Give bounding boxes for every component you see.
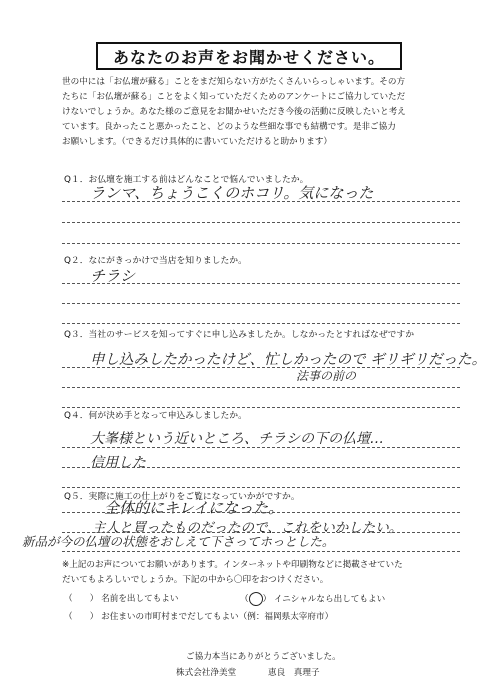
option-paren: （	[240, 594, 249, 605]
answer-line	[62, 367, 460, 368]
option-paren: （ ）	[64, 594, 99, 604]
answer-line	[62, 283, 460, 284]
intro-line: けないでしょうか。あなた様のご意見をお聞かせいただき今後の活動に反映したいと考え	[62, 107, 406, 117]
answer-line	[62, 243, 460, 244]
intro-line: お願いします。（できるだけ具体的に書いていただけると助かります）	[62, 137, 333, 147]
question-1: Q１．お仏壇を施工する前はどんなことで悩んでいましたか。	[64, 175, 309, 185]
answer-line	[62, 512, 460, 513]
answer-line	[62, 467, 460, 468]
selected-circle-mark	[249, 592, 263, 606]
person-name: 恵良 真理子	[268, 668, 320, 678]
answer-line	[62, 387, 460, 388]
option-paren: （ ）	[64, 612, 99, 622]
permission-note-line: だいてもよろしいでしょうか。下記の中から〇印をおつけください。	[62, 575, 329, 585]
intro-line: たちに「お仏壇が蘇る」ことをよく知っていただくためのアンケートにご協力していただ	[62, 92, 406, 102]
answer-3-line-1: 申し込みしたかったけど、忙しかったので ギリギリだった。	[90, 352, 487, 368]
option-name-label: 名前を出してもよい	[101, 594, 179, 604]
option-initial-label: イニシャルなら出してもよい	[273, 594, 386, 605]
option-initial[interactable]	[240, 592, 385, 606]
answer-line	[62, 323, 460, 324]
answer-line	[62, 303, 460, 304]
thanks-text: ご協力本当にありがとうございました。	[186, 652, 341, 662]
option-name[interactable]	[64, 592, 178, 604]
question-4: Q４．何が決め手となって申込みしましたか。	[64, 411, 247, 421]
permission-note-line: ※上記のお声についてお願いがあります。インターネットや印刷物などに掲載させていた	[62, 560, 403, 570]
answer-line	[62, 487, 460, 488]
answer-3-annotation: 法事の前の	[296, 369, 357, 383]
option-city[interactable]	[64, 610, 333, 622]
answer-line	[62, 447, 460, 448]
option-paren: ）	[262, 594, 272, 605]
answer-line	[62, 222, 460, 223]
option-city-label: お住まいの市町村までだしてもよい（例：福岡県太宰府市）	[101, 612, 334, 622]
title-box	[96, 42, 402, 70]
company-name: 株式会社浄美堂	[176, 668, 237, 678]
question-5: Q５．実際に施工の仕上がりをご覧になっていかがですか。	[64, 492, 300, 502]
intro-line: ています。良かったこと悪かったこと、どのような些細な事でも結構です。是非ご協力	[62, 122, 396, 132]
answer-line	[62, 201, 460, 202]
answer-2-line-1: チラシ	[90, 267, 136, 285]
answer-5-line-1: 全体的にキレイになった。	[104, 499, 284, 517]
answer-4-line-1: 大峯様という近いところ、チラシの下の仏壇…	[90, 431, 384, 447]
question-2: Q２．なにがきっかけで当店を知りましたか。	[64, 256, 247, 266]
answer-1-line-1: ランマ、ちょうこくのホコリ。気になった	[90, 184, 374, 202]
question-3: Q３．当社のサービスを知ってすぐに申し込みましたか。しなかったとすればなぜですか	[64, 330, 415, 340]
answer-5-line-3: 新品が今の仏壇の状態をおしえて下さってホっとした。	[22, 534, 335, 549]
answer-4-line-2: 信用した	[90, 455, 146, 471]
intro-text	[62, 75, 454, 150]
page-title: あなたのお声をお聞かせください。	[112, 47, 385, 67]
answer-line	[62, 551, 460, 552]
answer-5-line-2: 主人と買ったものだったので、これをいかしたい。	[92, 520, 403, 536]
intro-line: 世の中には「お仏壇が蘇る」ことをまだ知らない方がたくさんいらっしゃいます。その方	[62, 77, 406, 87]
